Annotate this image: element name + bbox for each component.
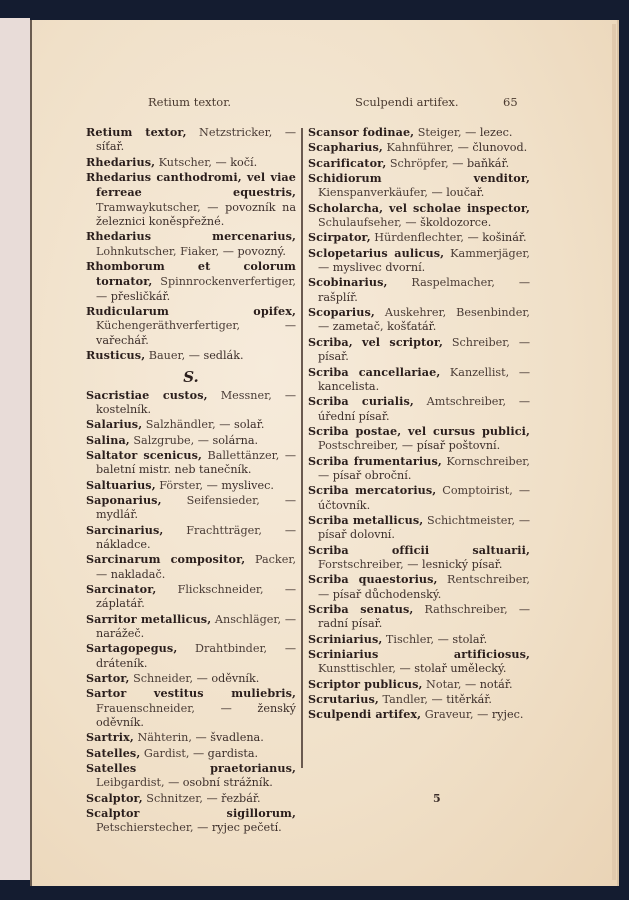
entry-term: Sculpendi artifex, <box>308 707 422 722</box>
entry-czech: — nákladce. <box>96 523 296 551</box>
entry-term: Rhomborum et colorum tornator, <box>86 259 296 289</box>
dictionary-entry <box>308 454 530 484</box>
dictionary-entry <box>86 448 296 478</box>
dictionary-entry <box>86 170 296 229</box>
dictionary-entry <box>86 348 296 363</box>
entry-german: Steiger, <box>414 126 466 139</box>
entry-term: Scriba senatus, <box>308 602 414 616</box>
entry-czech: — radní písař. <box>318 603 530 631</box>
entry-term: Sarcinarius, <box>86 522 164 537</box>
entry-czech: — loučař. <box>431 186 485 200</box>
entry-term: Rudicularum opifex, <box>86 304 296 319</box>
entry-term: Scalptor sigillorum, <box>86 806 296 821</box>
dictionary-entry <box>308 602 530 632</box>
entry-term: Scalptor, <box>86 790 143 805</box>
entry-czech: — osobní strážník. <box>168 776 273 790</box>
entry-czech: — notář. <box>464 677 513 691</box>
dictionary-entry <box>308 125 530 140</box>
entry-czech: — lezec. <box>465 126 513 139</box>
dictionary-entry <box>86 582 296 612</box>
dictionary-entry <box>86 552 296 582</box>
entry-german: Petschierstecher, <box>96 821 198 835</box>
entry-term: Sartor, <box>86 671 130 686</box>
entry-german: Schulaufseher, <box>318 216 406 230</box>
entry-term: Rusticus, <box>86 348 146 363</box>
entry-czech: — baňkář. <box>452 156 510 170</box>
entry-czech: — solař. <box>219 418 265 432</box>
dictionary-entry <box>308 543 530 573</box>
dictionary-entry <box>86 612 296 642</box>
dictionary-entry <box>86 493 296 523</box>
entry-german: Frauenschneider, <box>96 701 221 715</box>
entry-german: Bauer, <box>145 349 189 363</box>
dictionary-entry <box>308 632 530 647</box>
dictionary-entry <box>86 125 296 155</box>
entry-czech: — gardista. <box>192 746 259 760</box>
entry-czech: — síťař. <box>96 126 296 154</box>
entries-right <box>308 125 530 723</box>
entry-term: Scriba cancellariae, <box>308 364 441 379</box>
entry-german: Tandler, <box>378 693 432 707</box>
entry-german: Förster, <box>155 478 207 492</box>
entry-german: Drahtbinder, <box>177 642 285 656</box>
dictionary-entry <box>308 677 530 692</box>
dictionary-entry <box>308 513 530 543</box>
entry-term: Scriba quaestorius, <box>308 572 438 587</box>
entry-term: Scansor fodinae, <box>308 125 415 139</box>
entry-czech: — povozník na železnici koněspřežné. <box>96 200 296 229</box>
entry-czech: — ženský oděvník. <box>96 701 296 730</box>
entry-czech: — kancelista. <box>318 365 530 393</box>
section-letter: S. <box>183 367 199 386</box>
entry-term: Scriba curialis, <box>308 394 414 409</box>
dictionary-entry <box>86 641 296 671</box>
entry-term: Scriba frumentarius, <box>308 453 442 468</box>
entry-term: Satelles, <box>86 745 141 760</box>
right-catchword: Sculpendi artifex. <box>355 95 459 109</box>
entry-german: Forstschreiber, <box>318 557 408 571</box>
entry-term: Sacristiae custos, <box>86 387 208 402</box>
entry-german: Postschreiber, <box>318 439 402 453</box>
entry-german: Amtschreiber, <box>413 395 519 409</box>
dictionary-entry <box>308 156 530 171</box>
entry-czech: — školdozorce. <box>405 216 492 230</box>
entry-german: Schichtmeister, <box>423 513 519 527</box>
entry-czech: — mydlář. <box>96 493 296 522</box>
entry-term: Scoparius, <box>308 305 375 320</box>
dictionary-entry <box>308 305 530 335</box>
page-number: 65 <box>503 95 518 109</box>
entry-term: Scholarcha, vel scholae inspector, <box>308 200 530 215</box>
entry-czech: — solárna. <box>197 433 259 447</box>
entry-term: Scobinarius, <box>308 275 388 290</box>
dictionary-entry <box>308 230 530 245</box>
dictionary-entry <box>308 246 530 276</box>
entry-german: Kienspanverkäufer, <box>318 186 432 200</box>
entry-term: Sartagopegus, <box>86 641 178 656</box>
entry-term: Scrutarius, <box>308 692 379 707</box>
entry-czech: — kostelník. <box>96 388 296 416</box>
dictionary-entry <box>86 686 296 730</box>
entry-german: Notar, <box>422 677 465 691</box>
dictionary-entry <box>86 229 296 259</box>
entry-term: Scapharius, <box>308 140 383 155</box>
entry-czech: — švadlena. <box>195 731 264 745</box>
dictionary-entry <box>86 730 296 745</box>
entry-czech: — myslivec. <box>206 478 274 492</box>
entry-czech: — nakladač. <box>96 567 166 581</box>
entry-german: Kutscher, <box>155 155 216 169</box>
entry-czech: — baletní mistr. neb tanečník. <box>96 448 296 477</box>
entry-term: Rhedarius, <box>86 154 156 169</box>
entry-term: Saponarius, <box>86 492 162 507</box>
entry-czech: — písař obroční. <box>318 468 412 482</box>
entry-german: Graveur, <box>421 708 478 722</box>
dictionary-entry <box>86 259 296 304</box>
entry-czech: — řezbář. <box>206 791 261 805</box>
entry-german: Kanzellist, <box>440 365 519 379</box>
entry-term: Scriptor publicus, <box>308 676 423 691</box>
entry-german: Kammerjäger, <box>444 246 530 260</box>
entry-czech: — sedlák. <box>188 349 244 363</box>
entry-german: Schreiber, <box>443 335 519 349</box>
entry-term: Saltator scenicus, <box>86 447 202 462</box>
entry-term: Scriba postae, vel cursus publici, <box>308 423 530 438</box>
dictionary-entry <box>308 647 530 677</box>
entry-german: Netzstricker, <box>186 126 285 139</box>
entry-czech: — písař. <box>318 335 530 364</box>
entry-term: Saltuarius, <box>86 477 156 492</box>
entry-german: Auskehrer, Besenbinder, <box>374 306 530 320</box>
entry-czech: — rašplíř. <box>318 276 530 304</box>
dictionary-entry <box>86 523 296 553</box>
entry-term: Schidiorum venditor, <box>308 171 530 186</box>
left-column <box>86 125 296 836</box>
entry-czech: — kočí. <box>215 155 258 169</box>
entry-czech: — přesličkář. <box>96 289 171 303</box>
entry-czech: — ryjec. <box>477 708 524 722</box>
entry-term: Scriniarius artificiosus, <box>308 647 530 662</box>
entry-czech: — vařechář. <box>96 319 296 347</box>
entry-czech: — lesnický písař. <box>407 557 503 571</box>
entry-german: Schröpfer, <box>386 156 453 170</box>
entry-german: Hürdenflechter, <box>370 231 468 245</box>
entry-term: Sarcinator, <box>86 581 157 596</box>
entry-term: Salarius, <box>86 417 143 432</box>
entry-czech: — písař důchodenský. <box>318 587 442 601</box>
entry-german: Tischler, <box>382 632 438 646</box>
entry-term: Retium textor, <box>86 125 187 139</box>
dictionary-entry <box>308 572 530 602</box>
entry-term: Rhedarius canthodromi, vel viae ferreae equestris, <box>86 170 296 200</box>
entry-german: Schneider, <box>129 672 197 686</box>
entry-term: Sartrix, <box>86 730 134 745</box>
entry-czech: — dráteník. <box>96 642 296 670</box>
entry-german: Rathschreiber, <box>413 603 519 616</box>
left-catchword: Retium textor. <box>148 95 232 109</box>
dictionary-entry <box>86 417 296 432</box>
dictionary-entry <box>86 806 296 836</box>
entry-german: Anschläger, <box>211 612 285 626</box>
entries-s <box>86 388 296 836</box>
dictionary-entry <box>86 671 296 686</box>
entry-german: Frachtträger, <box>163 523 285 537</box>
facing-page-edge <box>0 18 30 880</box>
entry-german: Raspelmacher, <box>387 276 519 290</box>
entry-czech: — zametač, košťatář. <box>318 320 437 334</box>
entry-term: Satelles praetorianus, <box>86 761 296 776</box>
entry-german: Schnitzer, <box>142 791 207 805</box>
entry-term: Sarritor metallicus, <box>86 611 212 626</box>
entry-german: Flickschneider, <box>156 582 285 596</box>
entry-german: Messner, <box>207 388 285 402</box>
entry-czech: — záplatář. <box>96 582 296 611</box>
entry-german: Spinnrockenverfertiger, <box>152 275 296 289</box>
dictionary-entry <box>86 433 296 448</box>
entry-czech: — písař dolovní. <box>318 513 530 542</box>
dictionary-entry <box>86 388 296 418</box>
column-divider <box>301 128 303 768</box>
entry-czech: — myslivec dvorní. <box>318 261 426 275</box>
entry-czech: — oděvník. <box>196 672 260 686</box>
signature-mark: 5 <box>433 792 441 805</box>
entry-german: Ballettänzer, <box>201 448 285 462</box>
running-header <box>0 95 629 111</box>
entry-term: Sartor vestitus muliebris, <box>86 686 296 701</box>
entry-german: Seifensieder, <box>161 493 285 507</box>
entry-german: Kunsttischler, <box>318 662 400 676</box>
entry-term: Sclopetarius aulicus, <box>308 245 445 260</box>
entry-term: Scriba mercatorius, <box>308 483 437 498</box>
entry-german: Leibgardist, <box>96 776 169 790</box>
dictionary-entry <box>308 483 530 513</box>
entry-german: Gardist, <box>140 746 193 760</box>
dictionary-entry <box>86 791 296 806</box>
entry-german: Küchengeräthverfertiger, <box>96 319 285 333</box>
entry-czech: — narážeč. <box>96 612 296 640</box>
entry-term: Scriba, vel scriptor, <box>308 334 443 349</box>
entry-german: Packer, <box>245 553 296 567</box>
dictionary-entry <box>308 365 530 395</box>
entry-czech: — ryjec pečetí. <box>197 821 282 835</box>
dictionary-entry <box>86 761 296 791</box>
entry-term: Salina, <box>86 432 130 447</box>
entry-german: Comptoirist, <box>436 484 519 498</box>
dictionary-entry <box>308 424 530 454</box>
entry-german: Nähterin, <box>133 731 196 745</box>
entry-german: Salzgrube, <box>129 433 198 447</box>
entry-czech: — písař poštovní. <box>401 439 501 453</box>
entry-german: Lohnkutscher, Fiaker, <box>96 244 223 258</box>
dictionary-entry <box>308 707 530 722</box>
dictionary-entry <box>308 692 530 707</box>
entry-term: Scriba officii saltuarii, <box>308 542 530 557</box>
entry-german: Kahnführer, <box>382 141 458 155</box>
entry-czech: — člunovod. <box>457 141 528 155</box>
dictionary-entry <box>86 746 296 761</box>
entry-german: Rentschreiber, <box>437 573 530 587</box>
dictionary-entry <box>86 478 296 493</box>
entry-term: Scarificator, <box>308 155 387 170</box>
right-column <box>308 125 530 723</box>
entry-term: Scriniarius, <box>308 631 383 646</box>
dictionary-entry <box>308 275 530 305</box>
dictionary-entry <box>86 155 296 170</box>
entry-czech: — úřední písař. <box>318 395 530 423</box>
entry-czech: — košinář. <box>467 231 527 245</box>
entry-term: Scriba metallicus, <box>308 512 424 527</box>
entry-term: Sarcinarum compositor, <box>86 552 246 567</box>
entry-german: Kornschreiber, <box>441 454 530 468</box>
dictionary-entry <box>86 304 296 348</box>
entry-czech: — stolař umělecký. <box>399 662 507 676</box>
dictionary-entry <box>308 140 530 155</box>
dictionary-entry <box>308 335 530 365</box>
entry-czech: — titěrkář. <box>431 693 492 707</box>
dictionary-entry <box>308 201 530 231</box>
entry-german: Tramwaykutscher, <box>96 200 208 214</box>
dictionary-entry <box>308 171 530 201</box>
entry-czech: — stolař. <box>437 632 488 646</box>
entries-r <box>86 125 296 364</box>
entry-term: Scirpator, <box>308 230 371 245</box>
entry-czech: — účtovník. <box>318 484 530 512</box>
dictionary-entry <box>308 394 530 424</box>
entry-german: Salzhändler, <box>142 418 220 432</box>
entry-czech: — povozný. <box>222 244 286 258</box>
page-stack-edge <box>612 24 616 880</box>
entry-term: Rhedarius mercenarius, <box>86 229 296 244</box>
